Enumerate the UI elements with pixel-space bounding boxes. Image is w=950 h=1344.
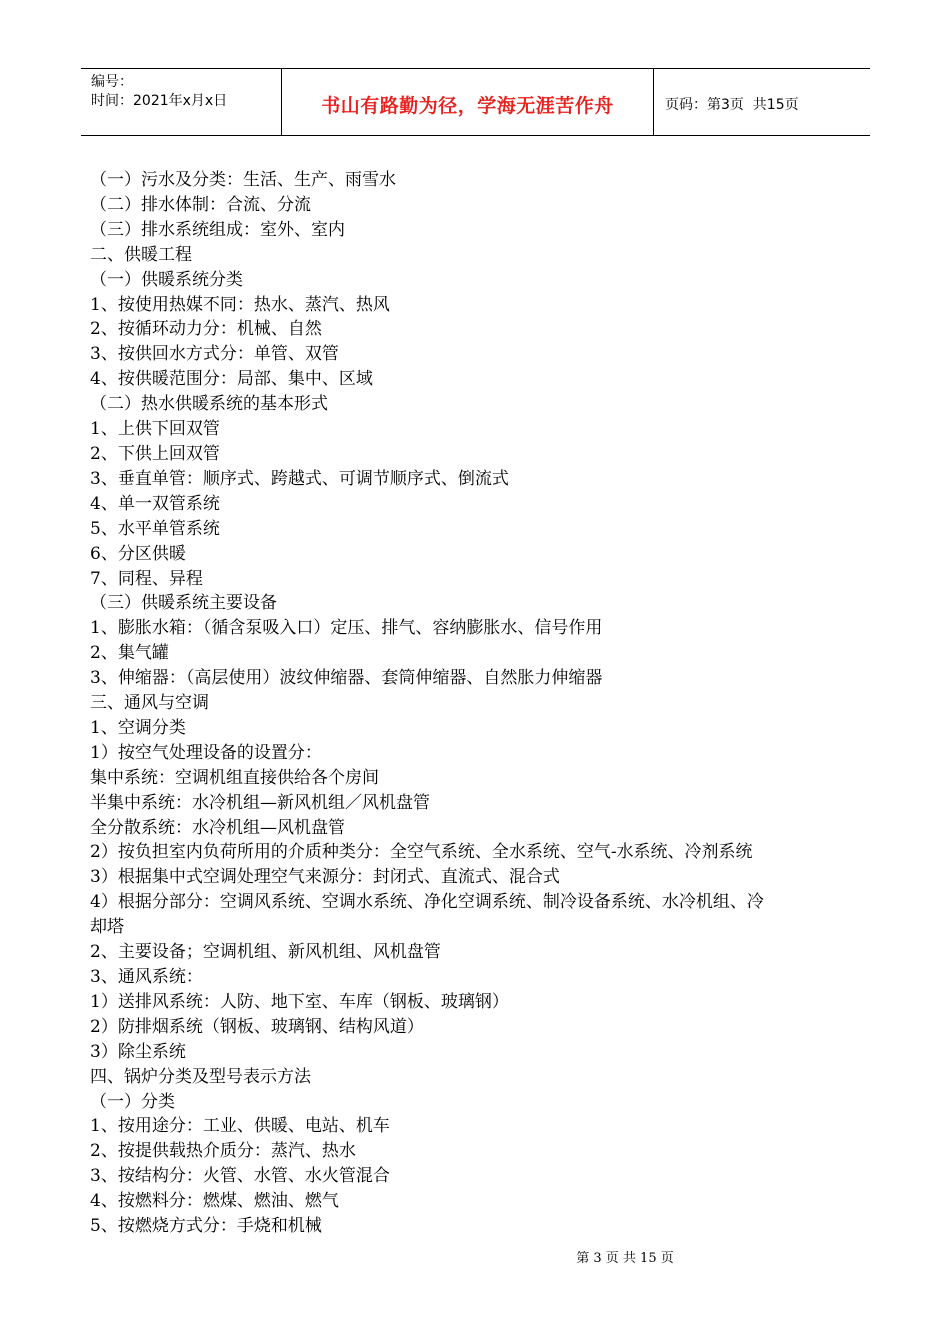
body-line: 2）按负担室内负荷所用的介质种类分：全空气系统、全水系统、空气-水系统、冷剂系统	[90, 842, 753, 863]
body-line: （三）排水系统组成：室外、室内	[90, 219, 345, 240]
body-line: 3、垂直单管：顺序式、跨越式、可调节顺序式、倒流式	[90, 468, 509, 489]
body-line: （二）排水体制：合流、分流	[90, 194, 311, 215]
body-line: （一）分类	[90, 1091, 175, 1112]
header-motto-cell	[281, 69, 654, 135]
body-line: 1、膨胀水箱：（循含泵吸入口）定压、排气、容纳膨胀水、信号作用	[90, 618, 603, 639]
body-line: 4、按供暖范围分：局部、集中、区域	[90, 369, 373, 390]
body-line: 1、按使用热媒不同：热水、蒸汽、热风	[90, 294, 390, 315]
body-line: 1、空调分类	[90, 717, 186, 738]
section-heading: 二、供暖工程	[90, 244, 192, 265]
body-line: 半集中系统：水冷机组—新风机组／风机盘管	[90, 792, 430, 813]
body-line: （二）热水供暖系统的基本形式	[90, 394, 328, 415]
body-line: 7、同程、异程	[90, 568, 203, 589]
section-heading: 三、通风与空调	[90, 693, 209, 714]
body-line: 1、按用途分：工业、供暖、电站、机车	[90, 1116, 390, 1137]
document-body	[90, 168, 865, 1239]
body-line: 1、上供下回双管	[90, 419, 220, 440]
body-line: 2、主要设备；空调机组、新风机组、风机盘管	[90, 942, 441, 963]
body-line: 全分散系统：水冷机组—风机盘管	[90, 817, 345, 838]
page-footer: 第 3 页 共 15 页	[576, 1251, 674, 1266]
body-line: 4）根据分部分：空调风系统、空调水系统、净化空调系统、制冷设备系统、水冷机组、冷	[90, 892, 764, 913]
body-line: 4、单一双管系统	[90, 493, 220, 514]
header-page-number: 页码：第3页 共15页	[665, 97, 799, 113]
body-line: 3、按结构分：火管、水管、水火管混合	[90, 1166, 390, 1187]
body-line: （一）供暖系统分类	[90, 269, 243, 290]
body-line: 2）防排烟系统（钢板、玻璃钢、结构风道）	[90, 1016, 424, 1037]
body-line: 4、按燃料分：燃煤、燃油、燃气	[90, 1191, 339, 1212]
document-date-label: 时间：2021年x月x日	[91, 93, 228, 109]
document-header	[81, 68, 870, 136]
body-line: 2、按提供载热介质分：蒸汽、热水	[90, 1141, 356, 1162]
body-line: 2、集气罐	[90, 643, 169, 664]
body-line: 3）除尘系统	[90, 1041, 186, 1062]
body-line: 却塔	[90, 917, 124, 938]
section-heading: 四、锅炉分类及型号表示方法	[90, 1066, 311, 1087]
body-line: 集中系统：空调机组直接供给各个房间	[90, 767, 379, 788]
body-line: 2、按循环动力分：机械、自然	[90, 319, 322, 340]
body-line: 3）根据集中式空调处理空气来源分：封闭式、直流式、混合式	[90, 867, 560, 888]
body-line: （一）污水及分类：生活、生产、雨雪水	[90, 170, 396, 190]
body-line: 1）送排风系统：人防、地下室、车库（钢板、玻璃钢）	[90, 991, 509, 1012]
body-line: 3、通风系统：	[90, 967, 203, 987]
body-line: 5、水平单管系统	[90, 518, 220, 539]
body-line: 3、按供回水方式分：单管、双管	[90, 344, 339, 365]
body-line: 5、按燃烧方式分：手烧和机械	[90, 1216, 322, 1237]
document-number-label: 编号：	[91, 74, 133, 90]
body-line: 3、伸缩器：（高层使用）波纹伸缩器、套筒伸缩器、自然胀力伸缩器	[90, 668, 603, 689]
header-motto: 书山有路勤为径，学海无涯苦作舟	[321, 95, 614, 117]
body-line: 2、下供上回双管	[90, 443, 220, 464]
header-meta	[91, 73, 227, 111]
body-line: 1）按空气处理设备的设置分：	[90, 742, 322, 763]
body-line: （三）供暖系统主要设备	[90, 593, 277, 614]
body-line: 6、分区供暖	[90, 543, 186, 564]
